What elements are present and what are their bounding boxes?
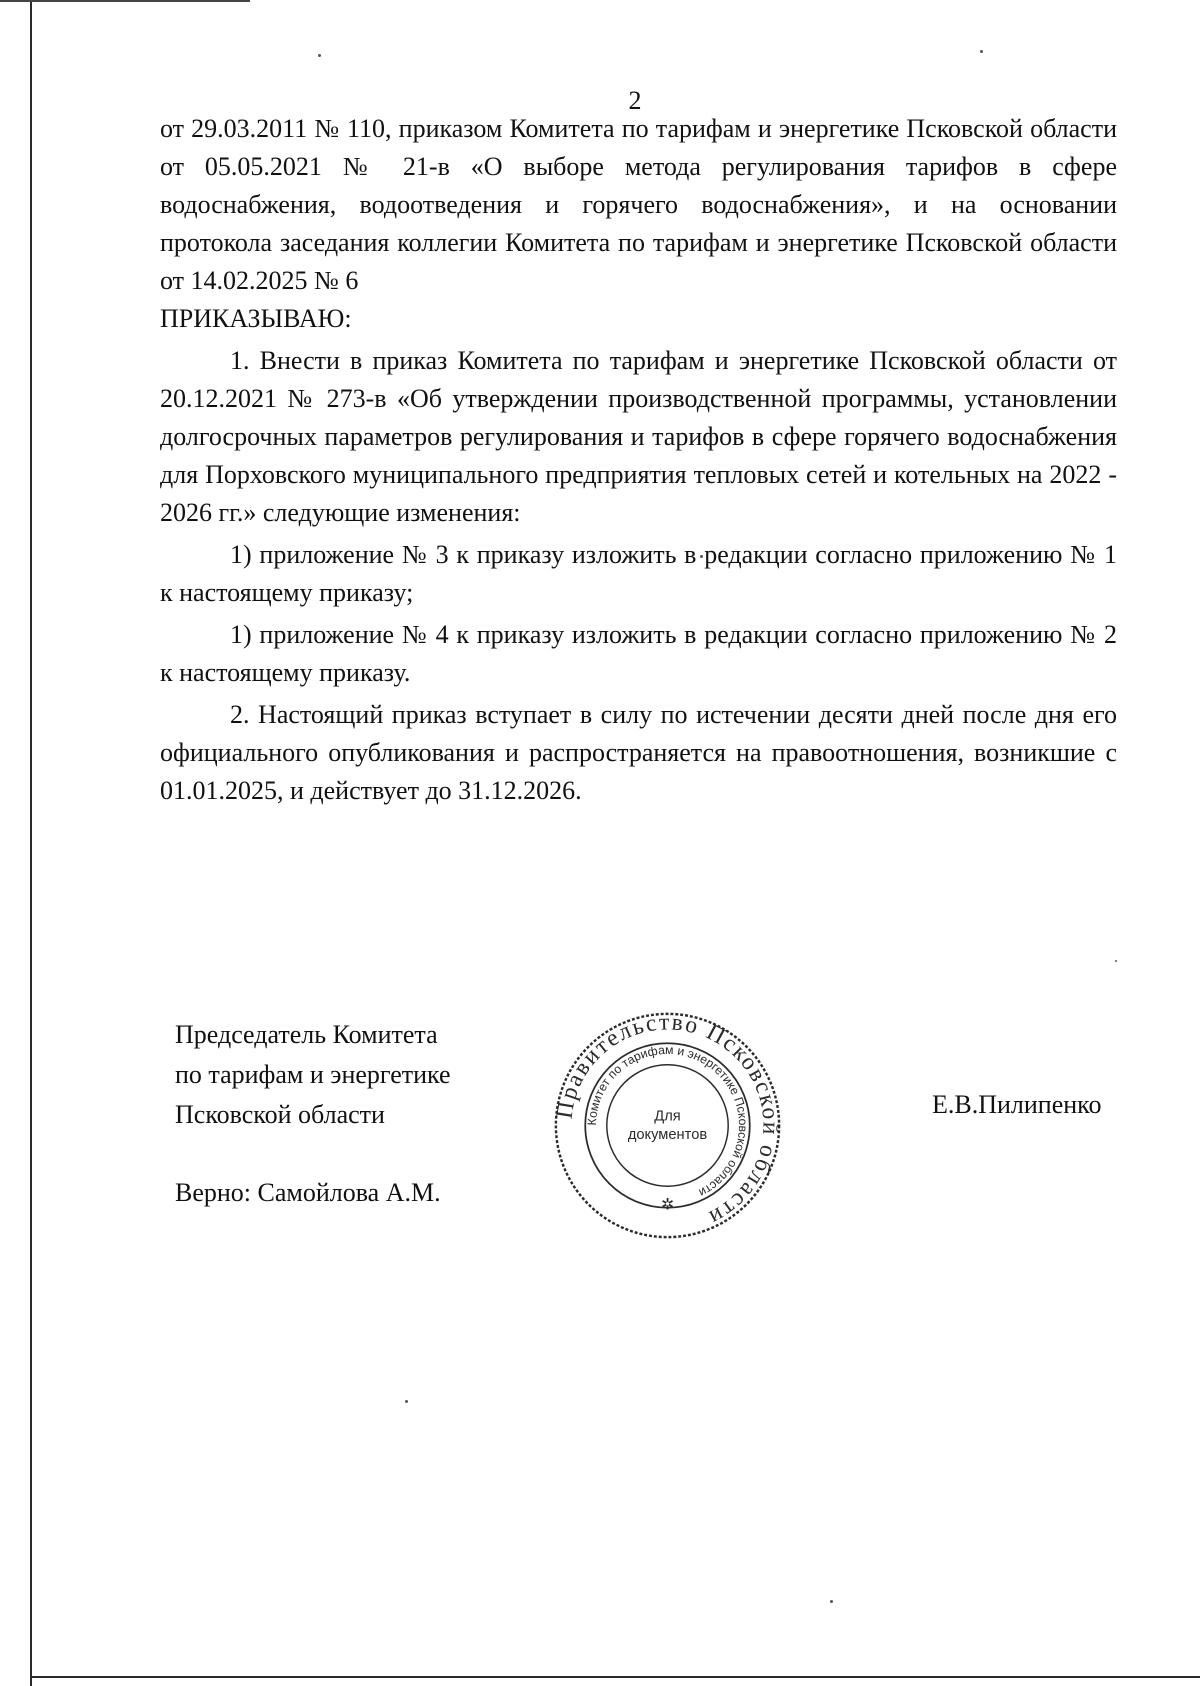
stamp-center-line-2: документов [627,1127,708,1144]
signer-title-line-2: по тарифам и энергетике [175,1060,451,1089]
stamp-inner-text: Комитет по тарифам и энергетике Псковской области [584,1042,751,1200]
clause-1: 1. Внести в приказ Комитета по тарифам и энергетике Псковской области от 20.12.2021 № 273-в «Об утверждении производственной программы, установлении долгосрочных параметров регулирования и тарифов в сфере горячего водоснабжения для Порховского муниципального предприятия тепловых сетей и котельных на 2022 - 2026 гг.» следующие изменения: [160,346,1117,527]
signer-title-line-1: Председатель Комитета [175,1020,438,1049]
scan-edge-bottom [30,1676,1200,1678]
scan-edge-top [0,0,250,2]
document-body [160,110,1117,810]
scan-speck [318,54,321,57]
official-stamp [550,1008,785,1243]
stamp-inner-ring [607,1065,728,1186]
scan-speck [405,1400,408,1403]
signer-name: Е.В.Пилипенко [932,1090,1102,1119]
intro-paragraph: от 29.03.2011 № 110, приказом Комитета по тарифам и энергетике Псковской области от 05.05.2021 № 21-в «О выборе метода регулирования тарифов в сфере водоснабжения, водоотведения и горячего водоснабжения», и на основании протокола заседания коллегии Комитета по тарифам и энергетике Псковской области от 14.02.2025 № 6 [160,114,1117,295]
stamp-center-line-1: Для [654,1108,681,1125]
verified-by: Верно: Самойлова А.М. [175,1178,441,1207]
stamp-outer-text: Правительство Псковской области [551,1009,784,1232]
clause-1-subitem-a: 1) приложение № 3 к приказу изложить в редакции согласно приложению № 1 к настоящему приказу; [160,540,1117,607]
order-heading: ПРИКАЗЫВАЮ: [160,304,352,333]
scan-speck [980,50,983,53]
signer-title-line-3: Псковской области [175,1100,385,1129]
signer-title [175,1015,451,1135]
scan-speck [1115,960,1117,962]
stamp-star-icon: ✲ [660,1194,675,1214]
clause-1-subitem-b: 1) приложение № 4 к приказу изложить в редакции согласно приложению № 2 к настоящему приказу. [160,620,1117,687]
page-number: 2 [628,86,642,115]
clause-2: 2. Настоящий приказ вступает в силу по истечении десяти дней после дня его официального опубликования и распространяется на правоотношения, возникшие с 01.01.2025, и действует до 31.12.2026. [160,700,1117,805]
scan-speck [830,1600,833,1603]
scan-edge-left [30,0,32,1686]
